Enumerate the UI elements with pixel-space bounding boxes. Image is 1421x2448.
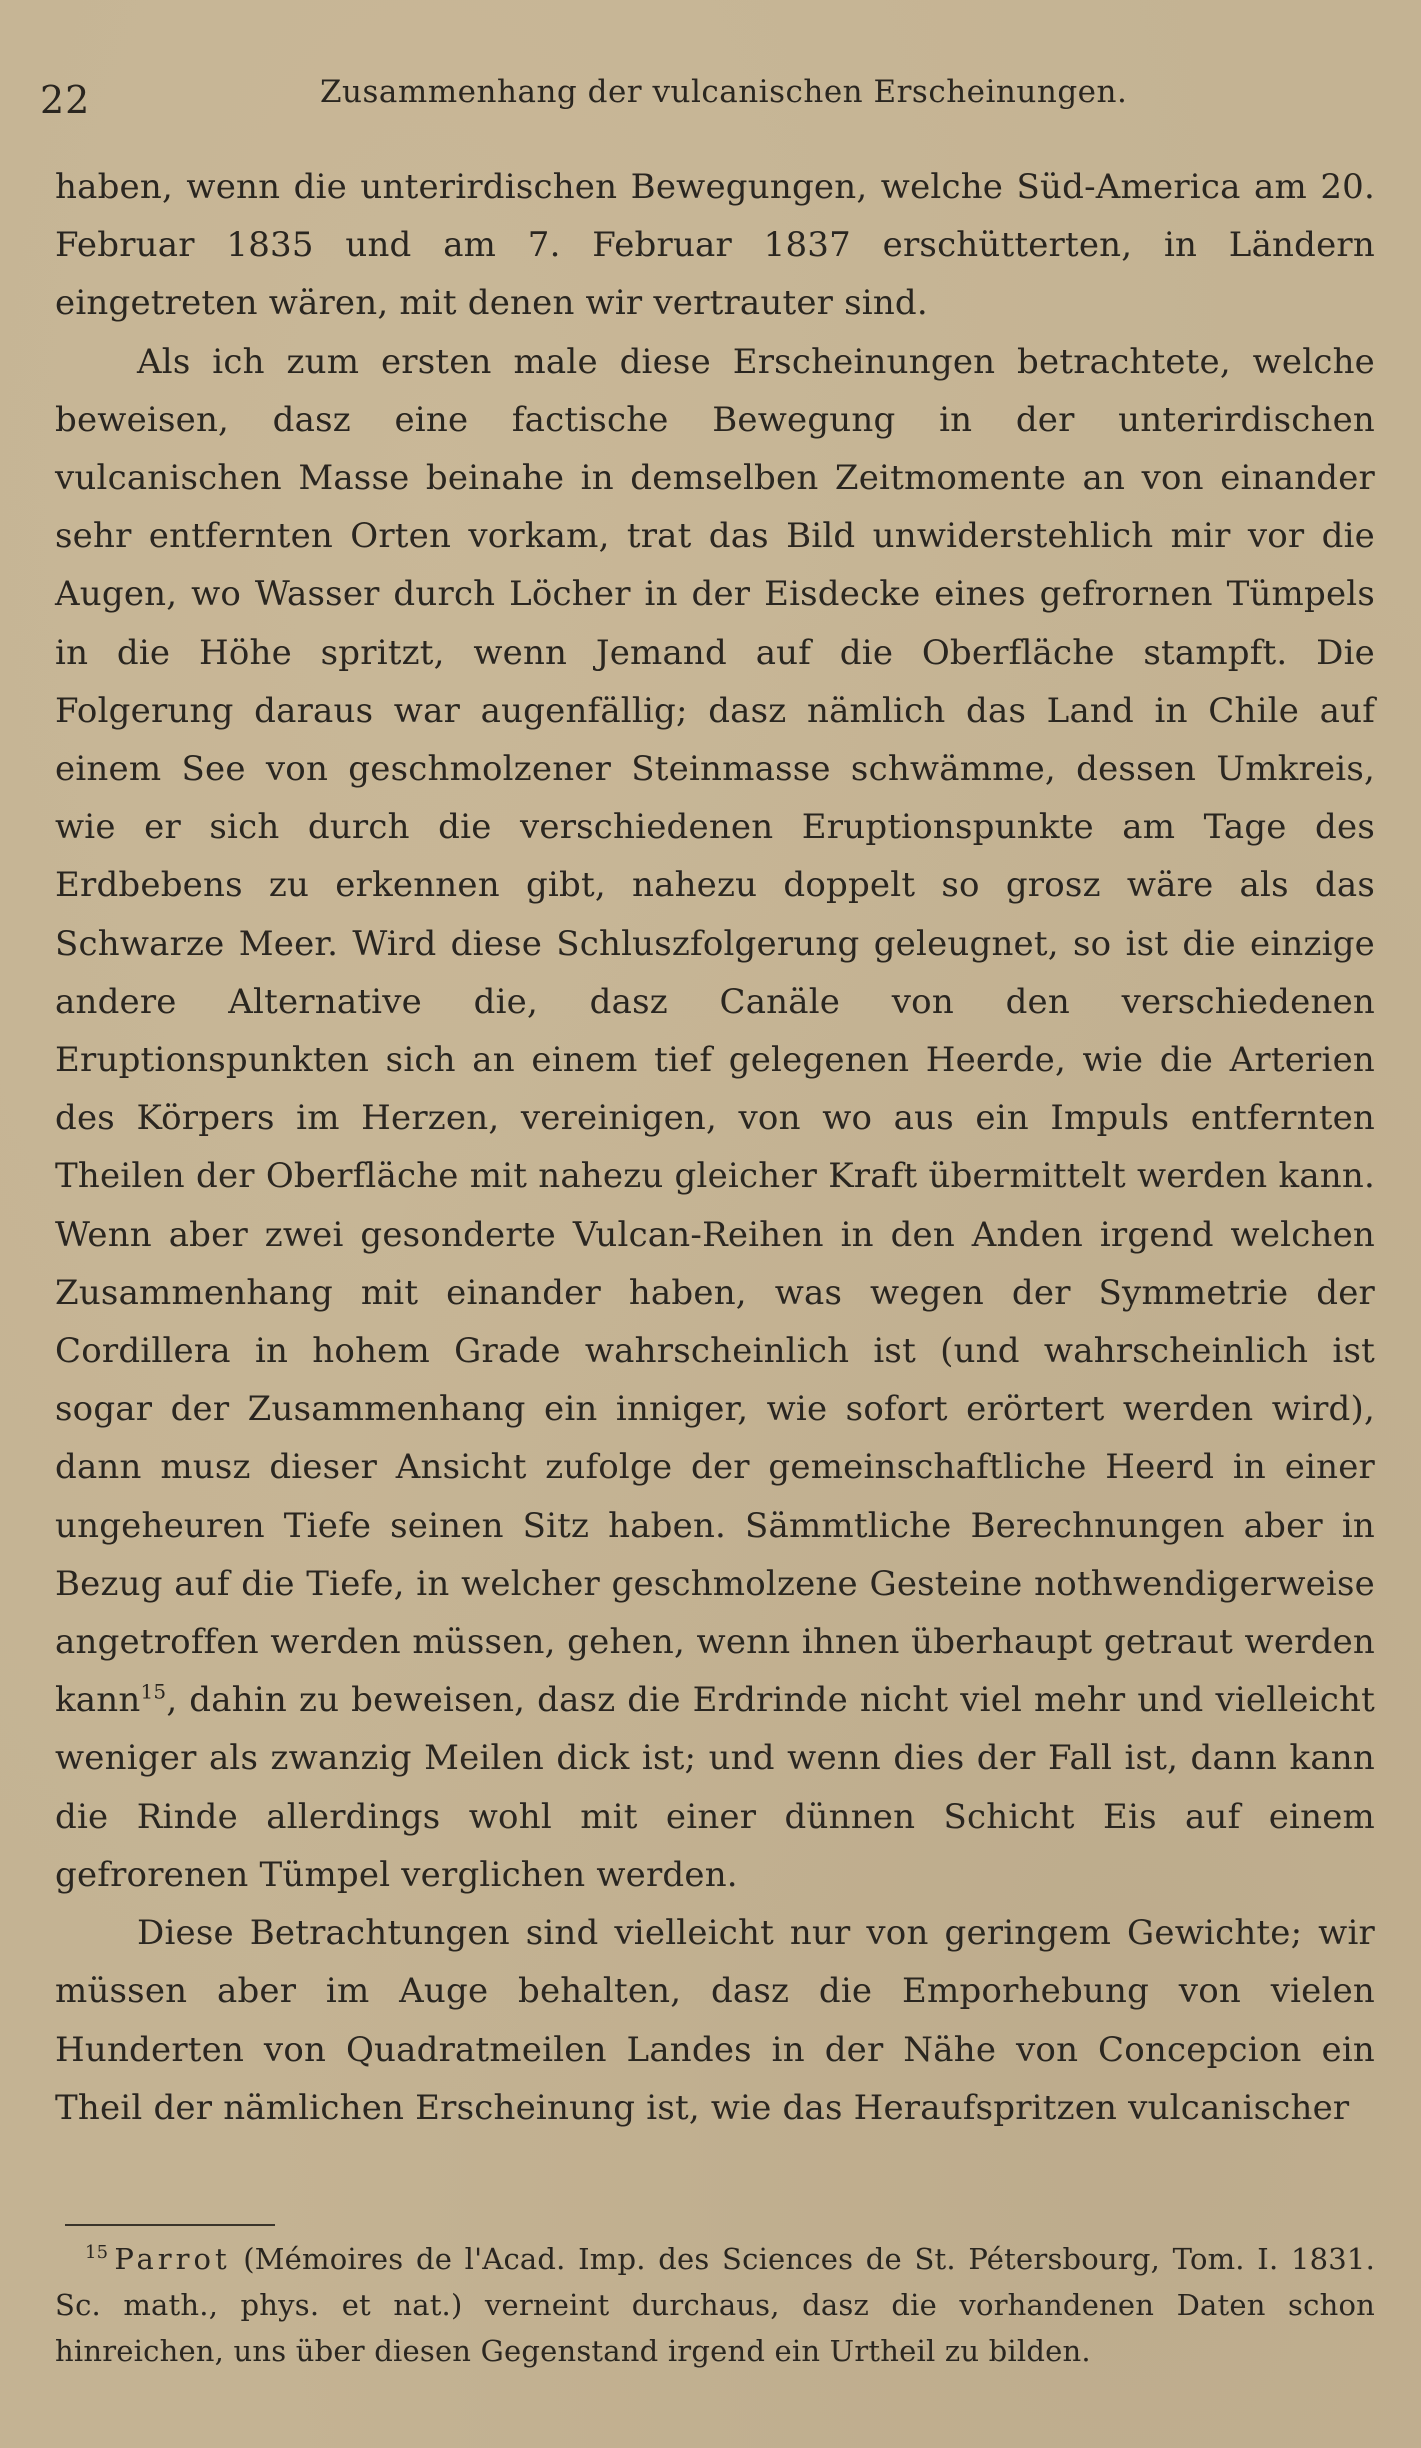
footnote-author: Parrot	[114, 2242, 231, 2276]
body-text	[55, 158, 1375, 2137]
running-title: Zusammenhang der vulcanischen Erscheinungen.	[320, 74, 1128, 110]
page-number: 22	[40, 78, 91, 122]
paragraph-2-text-continued: , dahin zu beweisen, dasz die Erdrinde nicht viel mehr und vielleicht weniger als zwanzig Meilen dick ist; und wenn dies der Fall ist, dann kann die Rinde allerdings wohl mit einer dünnen Schicht Eis auf einem gefrorenen Tümpel verglichen werden.	[55, 1680, 1375, 1895]
paragraph-2-text: Als ich zum ersten male diese Erscheinungen betrachtete, welche beweisen, dasz eine factische Bewegung in der unterirdischen vulcanischen Masse beinahe in demselben Zeitmomente an von einander sehr entfernten Orten vorkam, trat das Bild unwiderstehlich mir vor die Augen, wo Wasser durch Löcher in der Eisdecke eines gefrornen Tümpels in die Höhe spritzt, wenn Jemand auf die Oberfläche stampft. Die Folgerung daraus war augenfällig; dasz nämlich das Land in Chile auf einem See von geschmolzener Steinmasse schwämme, dessen Umkreis, wie er sich durch die verschiedenen Eruptionspunkte am Tage des Erdbebens zu erkennen gibt, nahezu doppelt so grosz wäre als das Schwarze Meer. Wird diese Schluszfolgerung geleugnet, so ist die einzige andere Alternative die, dasz Canäle von den verschiedenen Eruptionspunkten sich an einem tief gelegenen Heerde, wie die Arterien des Körpers im Herzen, vereinigen, von wo aus ein Impuls entfernten Theilen der Oberfläche mit nahezu gleicher Kraft übermittelt werden kann. Wenn aber zwei gesonderte Vulcan-Reihen in den Anden irgend welchen Zusammenhang mit einander haben, was wegen der Symmetrie der Cordillera in hohem Grade wahrscheinlich ist (und wahrscheinlich ist sogar der Zusammenhang ein inniger, wie sofort erörtert werden wird), dann musz dieser Ansicht zufolge der gemeinschaftliche Heerd in einer ungeheuren Tiefe seinen Sitz haben. Sämmtliche Berechnungen aber in Bezug auf die Tiefe, in welcher geschmolzene Gesteine nothwendigerweise angetroffen werden müssen, gehen, wenn ihnen überhaupt getraut werden kann	[55, 341, 1375, 1721]
footnote-text: (Mémoires de l'Acad. Imp. des Sciences de St. Pétersbourg, Tom. I. 1831. Sc. math., phys. et nat.) verneint durchaus, dasz die vorhandenen Daten schon hinreichen, uns über diesen Gegenstand irgend ein Urtheil zu bilden.	[55, 2242, 1375, 2368]
paragraph-2	[55, 333, 1375, 1904]
paragraph-3-text: Diese Betrachtungen sind vielleicht nur von geringem Gewichte; wir müssen aber im Auge behalten, dasz die Emporhebung von vielen Hunderten von Quadratmeilen Landes in der Nähe von Concepcion ein Theil der nämlichen Erscheinung ist, wie das Heraufspritzen vulcanischer	[55, 1913, 1375, 2128]
footnote-divider	[65, 2224, 275, 2226]
footnote-reference: 15	[140, 1679, 167, 1704]
paragraph-1	[55, 158, 1375, 333]
paragraph-3	[55, 1904, 1375, 2137]
footnote-marker: 15	[85, 2242, 109, 2264]
page-header	[40, 70, 1380, 130]
paragraph-1-text: haben, wenn die unterirdischen Bewegungen, welche Süd-America am 20. Februar 1835 und am 7. Februar 1837 erschütterten, in Ländern eingetreten wären, mit denen wir vertrauter sind.	[55, 167, 1375, 324]
footnote	[55, 2236, 1375, 2374]
